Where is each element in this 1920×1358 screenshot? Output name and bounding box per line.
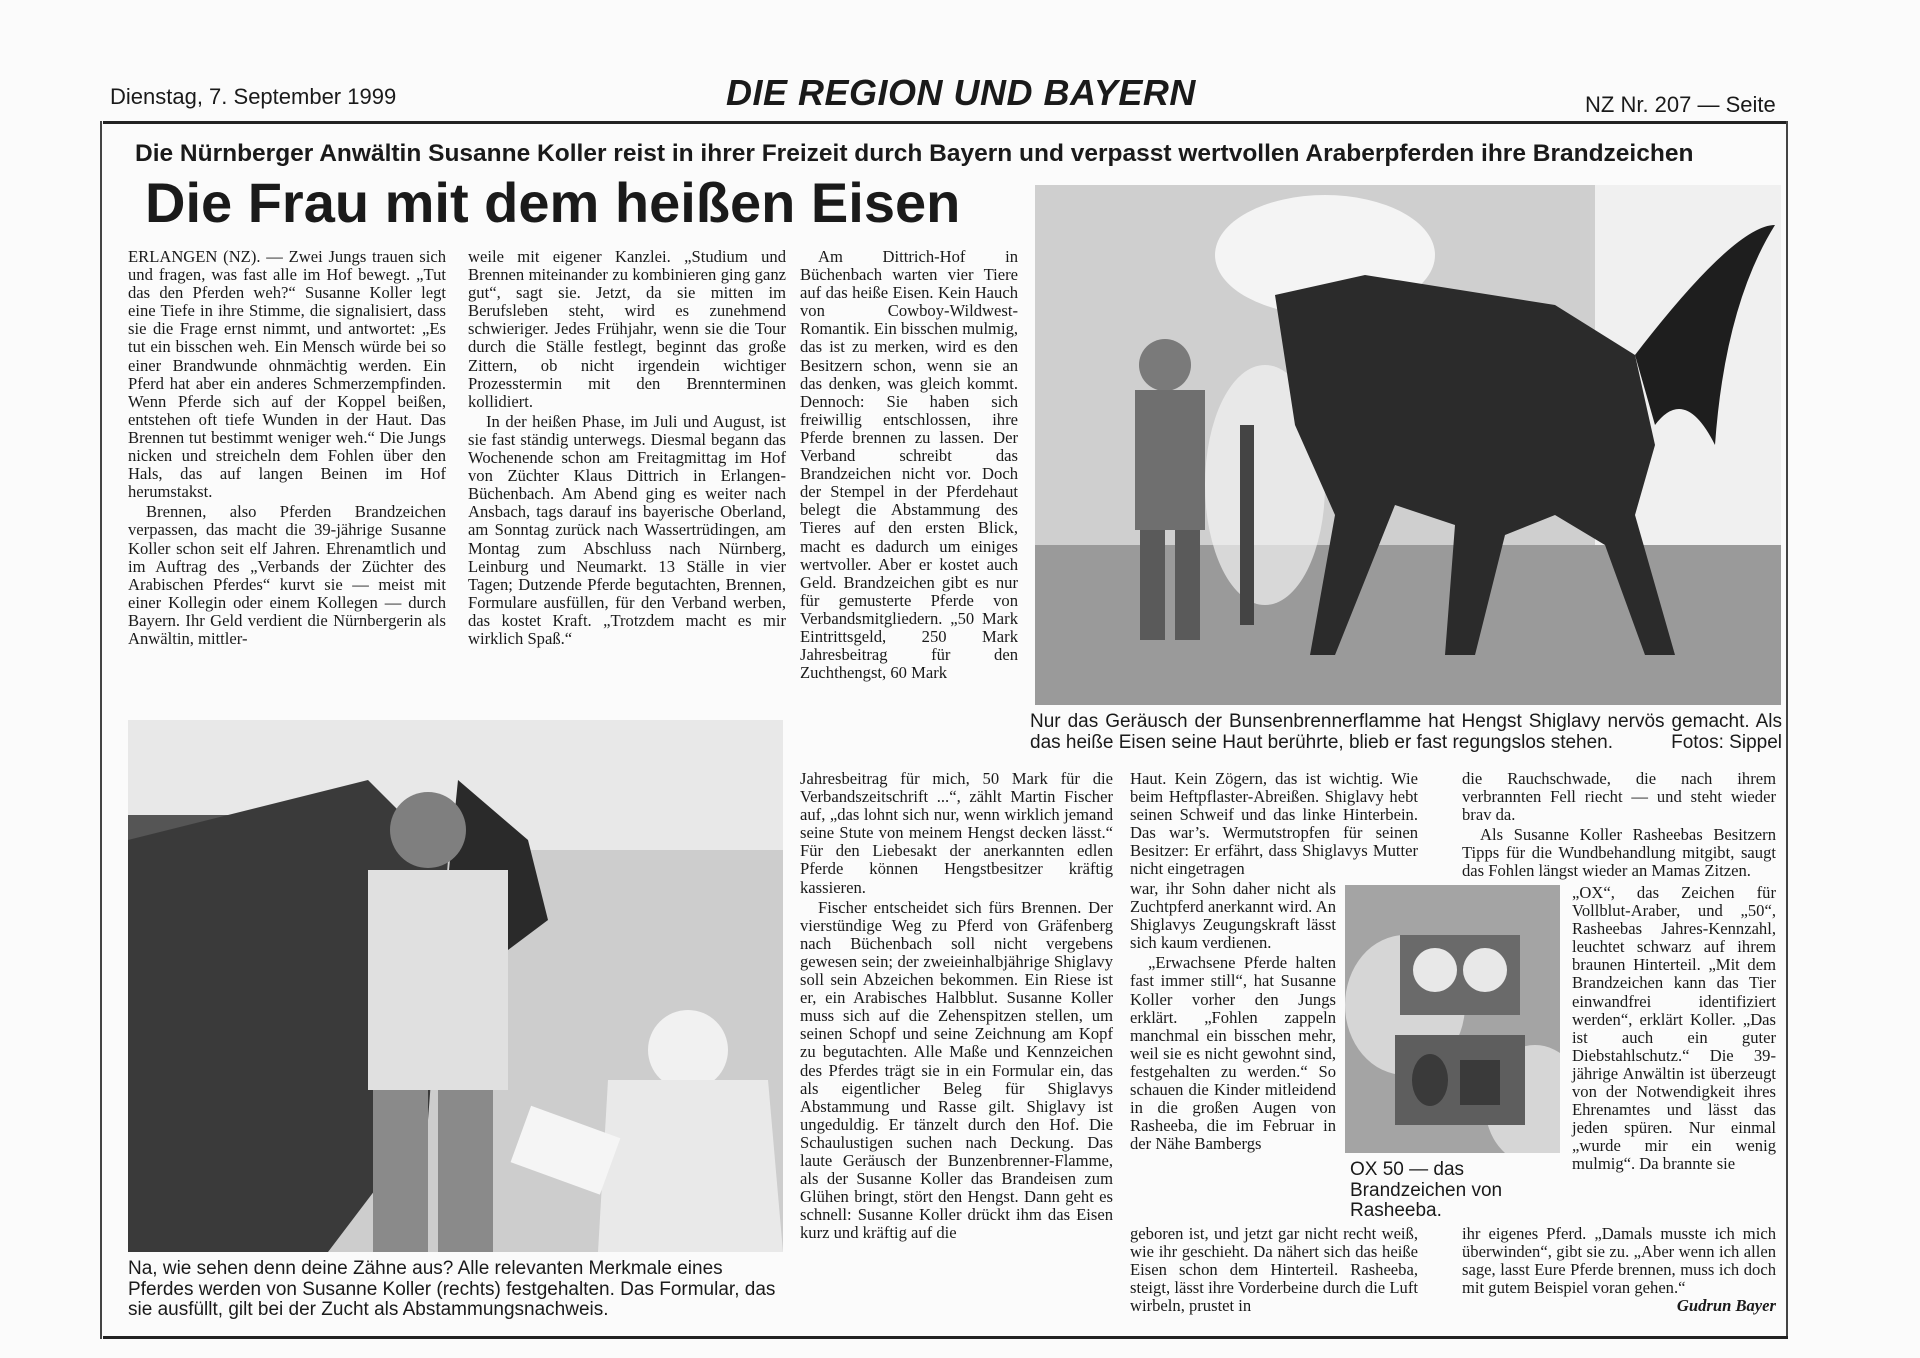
- paragraph: weile mit eigener Kanzlei. „Studium und Brennen miteinander zu kombinieren ging ganz gut“, sagt sie. Jetzt, da sie mitten im Berufsleben steht, wird es zunehmend schwieriger. Jedes Frühjahr, wenn sie die Tour durch die Ställe festlegt, beginnt das große Zittern, ob nicht irgendein wichtiger Prozesstermin mit den Brennterminen kollidiert.: [468, 247, 786, 411]
- frame-rule-right: [1786, 121, 1788, 1339]
- brand-iron-illustration: [1345, 885, 1560, 1153]
- photo-credit: Fotos: Sippel: [1671, 731, 1782, 753]
- paragraph: Am Dittrich-Hof in Büchenbach warten vier Tiere auf das heiße Eisen. Kein Hauch von Cowboy-Wildwest-Romantik. Ein bisschen mulmig, das ist zu merken, wird es den Besitzern schon, wenn sie an das denken, was gleich kommt. Dennoch: Sie haben sich freiwillig entschlossen, ihre Pferde brennen zu lassen. Der Verband schreibt das Brandzeichen nicht vor. Doch der Stempel in der Pferdehaut belegt die Abstammung des Tieres auf den ersten Blick, macht es dadurch um einiges wertvoller. Aber er kostet auch Geld. Brandzeichen gibt es nur für gemusterte Pferde von Verbandsmitgliedern. „50 Mark Eintrittsgeld, 250 Mark Jahresbeitrag für den Zuchthengst, 60 Mark: [800, 247, 1019, 683]
- paragraph: ERLANGEN (NZ). — Zwei Jungs trauen sich und fragen, was fast alle im Hof bewegt. „Tut das den Pferden weh?“ Susanne Koller legt eine Tiefe in ihre Stimme, die signalisiert, dass sie die Frage ernst nimmt, und antwortet: „Es tut ein bisschen weh. Ein Mensch würde bei so einer Brandwunde ohnmächtig werden. Ein Pferd hat aber ein anderes Schmerzempfinden. Wenn Pferde sich auf der Koppel beißen, entstehen oft tiefe Wunden in der Haut. Das Brennen tut bestimmt weniger weh.“ Die Jungs nicken und streicheln dem Fohlen über den Hals, das auf langen Beinen im Hof herumstakst.: [128, 247, 446, 502]
- article-column-3-upper: [800, 248, 1018, 682]
- frame-rule-top: [103, 121, 1788, 124]
- issue-page-number: NZ Nr. 207 — Seite: [1585, 92, 1776, 117]
- author-byline: Gudrun Bayer: [1676, 1296, 1776, 1316]
- caption-left-photo: Na, wie sehen denn deine Zähne aus? Alle relevanten Merkmale eines Pferdes werden von Susanne Koller (rechts) festgehalten. Das Formular, das sie ausfüllt, gilt bei der Zucht als Abstammungsnachweis.: [128, 1258, 776, 1320]
- paragraph: war, ihr Sohn daher nicht als Zuchtpferd anerkannt wird. An Shiglavys Zeugungskraft lässt sich kaum verdienen.: [1130, 879, 1336, 953]
- paragraph: „OX“, das Zeichen für Vollblut-Araber, und „50“, Rasheebas Jahres-Kennzahl, leuchtet schwarz auf ihrem braunen Hinterteil. „Mit dem Brandzeichen kann das Tier einwandfrei identifiziert werden“, erklärt Koller. „Das ist auch ein guter Diebstahlschutz.“ Die 39-jährige Anwältin ist überzeugt von der Notwendigkeit ihres Ehrenamtes und lässt das jeden spüren. Nur einmal „wurde mir ein wenig mulmig“. Da brannte sie: [1572, 883, 1776, 1174]
- article-column-1: [128, 248, 446, 648]
- caption-top-photo: [1030, 712, 1782, 753]
- caption-brand-iron: OX 50 — das Brandzeichen von Rasheeba.: [1350, 1159, 1503, 1221]
- article-column-4-wrap: [1130, 880, 1336, 1153]
- issue-date: Dienstag, 7. September 1999: [110, 84, 397, 109]
- photo-horse-branding: [1035, 185, 1781, 705]
- section-title: DIE REGION UND BAYERN: [726, 72, 1196, 113]
- photo-brand-iron: [1345, 885, 1560, 1153]
- caption-text: Nur das Geräusch der Bunsenbrennerflamme hat Hengst Shiglavy nervös gemacht. Als das heiße Eisen seine Haut berührte, blieb er fast regungslos stehen.: [1030, 711, 1782, 753]
- paragraph: Jahresbeitrag für mich, 50 Mark für die Verbandszeitschrift ...“, zählt Martin Fischer auf, „das lohnt sich nur, wenn wirklich jemand seine Stute von meinem Hengst decken lässt.“ Für den Liebesakt der anerkannten edlen Pferde können Hengstbesitzer kräftig kassieren.: [800, 769, 1113, 897]
- paragraph: ihr eigenes Pferd. „Damals musste ich mich überwinden“, gibt sie zu. „Aber wenn ich allen sage, lasst Eure Pferde brennen, muss ich doch mit gutem Beispiel voran gehen.“: [1462, 1224, 1776, 1298]
- frame-rule-left: [100, 121, 102, 1339]
- paragraph: Brennen, also Pferden Brandzeichen verpassen, das macht die 39-jährige Susanne Koller schon seit elf Jahren. Ehrenamtlich und im Auftrag des „Verbands der Züchter des Arabischen Pferdes“ kurvt sie — meist mit einer Kollegin oder einem Kollegen — durch Bayern. Ihr Geld verdient die Nürnbergerin als Anwältin, mittler-: [128, 502, 446, 648]
- paragraph: Fischer entscheidet sich fürs Brennen. Der vierstündige Weg zu Pferd von Gräfenberg nach Büchenbach soll nicht vergebens gewesen sein; der zweieinhalbjährige Shiglavy soll sein Abzeichen bekommen. Ein Riese ist er, ein Arabisches Halbblut. Susanne Koller muss sich auf die Zehenspitzen stellen, um seinen Schopf und seine Zeichnung am Kopf zu begutachten. Alle Maße und Kennzeichen des Pferdes trägt sie in ein Formular ein, das als eigentlicher Beleg für Shiglavys Abstammung und Rasse gilt. Shiglavy ist ungeduldig. Er tänzelt durch den Hof. Die Schaulustigen suchen nach Deckung. Das laute Geräusch der Bunzenbrenner-Flamme, als der Susanne Koller das Brandeisen zum Glühen bringt, stört den Hengst. Dann geht es schnell: Susanne Koller drückt ihm das Eisen kurz und kräftig auf die: [800, 897, 1113, 1243]
- article-kicker: Die Nürnberger Anwältin Susanne Koller reist in ihrer Freizeit durch Bayern und verpasst wertvollen Araberpferden ihre Brandzeichen: [135, 140, 1694, 167]
- photo-teeth-inspection: [128, 720, 783, 1252]
- frame-rule-bottom: [103, 1336, 1788, 1339]
- article-column-4-top: [1130, 770, 1418, 879]
- paragraph: In der heißen Phase, im Juli und August, ist sie fast ständig unterwegs. Diesmal begann das Wochenende schon am Freitagmittag im Hof von Züchter Klaus Dittrich in Erlangen-Büchenbach. Am Abend ging es weiter nach Ansbach, tags darauf ins bayerische Oberland, am Sonntag zurück nach Wassertrüdingen, am Montag zum Abschluss nach Nürnberg, Leinburg und Neumarkt. 13 Ställe in vier Tagen; Dutzende Pferde begutachten, Brennen, Formulare ausfüllen, für den Verband werben, das kostet Kraft. „Trotzdem macht es mir wirklich Spaß.“: [468, 411, 786, 648]
- article-column-5-wrap: [1572, 884, 1776, 1174]
- paragraph: die Rauchschwade, die nach ihrem verbrannten Fell riecht — und steht wieder brav da.: [1462, 769, 1776, 825]
- article-column-5-top: [1462, 770, 1776, 881]
- paragraph: „Erwachsene Pferde halten fast immer still“, hat Susanne Koller vorher den Jungs erklärt. „Fohlen zappeln manchmal ein bisschen mehr, weil sie es nicht gewohnt sind, festgehalten zu werden.“ So schauen die Kinder mitleidend in die großen Augen von Rasheeba, die im Februar in der Nähe Bambergs: [1130, 953, 1336, 1154]
- paragraph: Als Susanne Koller Rasheebas Besitzern Tipps für die Wundbehandlung mitgibt, saugt das Fohlen längst wieder an Mamas Zitzen.: [1462, 825, 1776, 881]
- article-column-3-lower: [800, 770, 1113, 1242]
- article-column-4-bottom: [1130, 1225, 1418, 1315]
- article-column-5-bottom: [1462, 1225, 1776, 1315]
- paragraph: geboren ist, und jetzt gar nicht recht weiß, wie ihr geschieht. Da nähert sich das heiße Eisen schon dem Hinterteil. Rasheeba, steigt, lässt ihre Vorderbeine durch die Luft wirbeln, prustet in: [1130, 1224, 1418, 1316]
- teeth-inspection-illustration: [128, 720, 783, 1252]
- paragraph: Haut. Kein Zögern, das ist wichtig. Wie beim Heftpflaster-Abreißen. Shiglavy hebt seinen Schweif und das linke Hinterbein. Das war’s. Wermutstropfen für seinen Besitzer: Er erfährt, dass Shiglavys Mutter nicht eingetragen: [1130, 769, 1418, 879]
- article-column-2: [468, 248, 786, 648]
- horse-branding-illustration: [1035, 185, 1781, 705]
- article-headline: Die Frau mit dem heißen Eisen: [145, 171, 961, 234]
